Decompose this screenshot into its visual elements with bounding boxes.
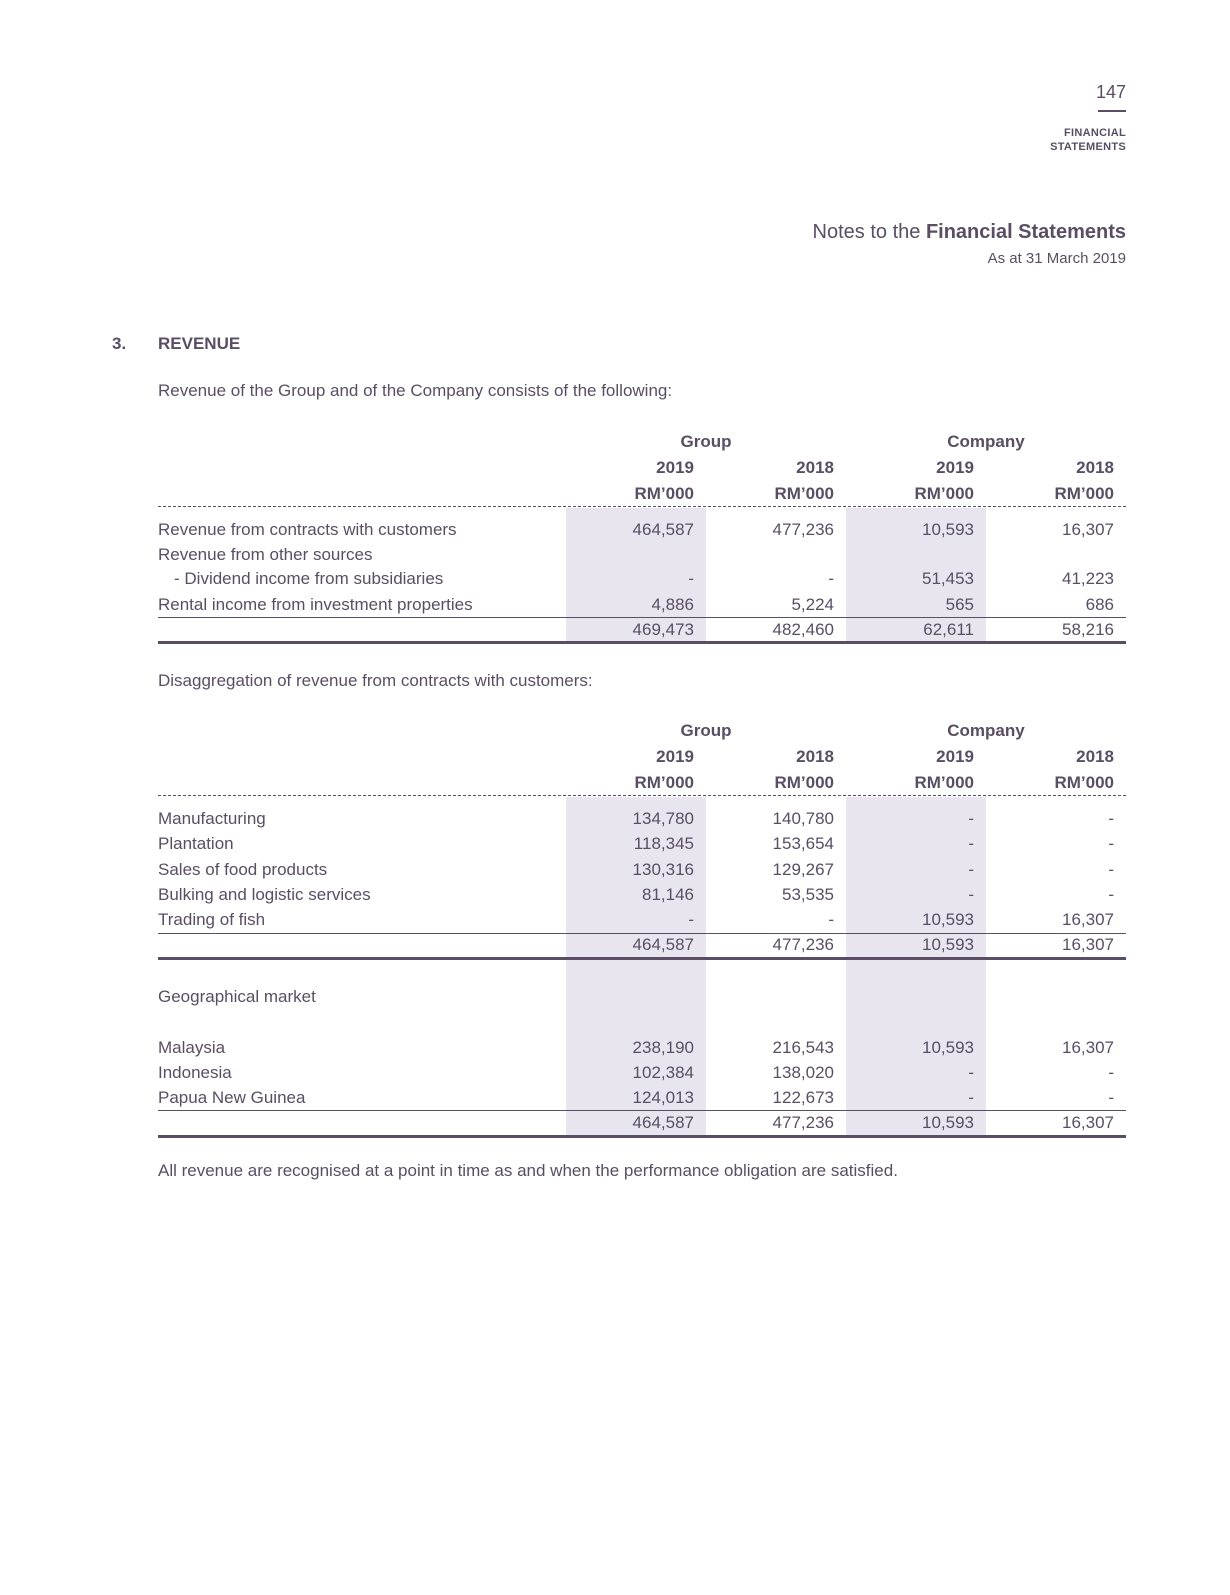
header-unit: RM’000 [634,773,694,792]
cell-group-2019: - [688,910,694,929]
page-number: 147 [1095,82,1126,102]
cell-group-2018: 53,535 [782,885,834,904]
page-number-rule [1098,110,1126,112]
total-company-2019: 10,593 [922,935,974,954]
header-divider [158,506,1126,507]
cell-group-2018: 138,020 [772,1063,834,1082]
page-title [813,221,1126,244]
total-company-2019: 62,611 [923,620,974,639]
cell-company-2019: 10,593 [922,1038,974,1057]
total-company-2019: 10,593 [922,1113,974,1132]
intro-paragraph: Revenue of the Group and of the Company consists of the following: [158,381,673,400]
row-label: Malaysia [158,1038,226,1057]
cell-group-2018: - [828,910,834,929]
row-label: Bulking and logistic services [158,885,371,904]
cell-group-2018: 129,267 [772,860,834,879]
cell-group-2019: 124,013 [632,1088,694,1107]
cell-company-2018: 16,307 [1062,910,1114,929]
cell-company-2019: - [968,1063,974,1082]
disaggregation-table [158,721,1126,1141]
header-year: 2018 [796,458,834,477]
header-unit: RM’000 [1054,484,1114,503]
cell-company-2019: - [968,834,974,853]
table-row [158,834,1126,859]
table-row [158,569,1126,594]
cell-group-2019: 134,780 [632,809,694,828]
geo-heading-row [158,987,1126,1012]
footer-paragraph: All revenue are recognised at a point in time as and when the performance obligation are satisfied. [158,1161,898,1180]
table-row [158,860,1126,885]
total-company-2018: 16,307 [1062,1113,1114,1132]
table-row [158,545,1126,570]
cell-company-2019: 10,593 [922,520,974,539]
cell-company-2018: - [1108,885,1114,904]
total-company-2018: 16,307 [1062,935,1114,954]
cell-group-2018: 140,780 [772,809,834,828]
header-year: 2019 [936,458,974,477]
total-group-2019: 464,587 [632,935,694,954]
header-unit: RM’000 [774,773,834,792]
page-title-prefix: Notes to the [812,221,926,243]
cell-company-2019: 51,453 [922,569,974,588]
header-unit: RM’000 [634,484,694,503]
header-company: Company [947,432,1025,451]
page-title-bold: Financial Statements [925,221,1126,243]
cell-group-2018: 153,654 [772,834,834,853]
total-group-2018: 482,460 [772,620,834,639]
cell-group-2019: 238,190 [632,1038,694,1057]
cell-group-2018: 122,673 [772,1088,834,1107]
geo-heading: Geographical market [158,987,316,1006]
cell-company-2018: - [1108,834,1114,853]
cell-company-2019: 10,593 [922,910,974,929]
header-unit: RM’000 [914,773,974,792]
header-year: 2018 [1076,747,1114,766]
cell-group-2018: 5,224 [791,595,834,614]
cell-company-2019: - [968,809,974,828]
cell-company-2018: 41,223 [1062,569,1114,588]
header-year: 2018 [796,747,834,766]
section-label [1050,126,1126,154]
total-group-2019: 464,587 [632,1113,694,1132]
total-group-2018: 477,236 [772,1113,834,1132]
cell-company-2018: 686 [1085,595,1114,614]
row-label: Revenue from contracts with customers [158,520,457,539]
cell-company-2019: - [968,1088,974,1107]
table-row [158,520,1126,545]
row-label: Plantation [158,834,234,853]
header-divider [158,795,1126,796]
total-rule [158,957,1126,960]
cell-group-2018: - [828,569,834,588]
disaggregation-paragraph: Disaggregation of revenue from contracts with customers: [158,671,593,690]
cell-group-2019: - [688,569,694,588]
subtotal-rule [158,933,1126,934]
table-row [158,1038,1126,1063]
cell-company-2019: - [968,885,974,904]
total-group-2018: 477,236 [772,935,834,954]
cell-company-2018: 16,307 [1062,1038,1114,1057]
row-label: Trading of fish [158,910,266,929]
header-company: Company [947,721,1025,740]
total-company-2018: 58,216 [1062,620,1114,639]
subtotal-rule [158,617,1126,618]
total-rule [158,641,1126,644]
cell-group-2019: 130,316 [632,860,694,879]
header-unit: RM’000 [774,484,834,503]
cell-company-2019: 565 [945,595,974,614]
header-year: 2018 [1076,458,1114,477]
table-row [158,1063,1126,1088]
row-label: - Dividend income from subsidiaries [174,569,444,588]
note-heading: REVENUE [158,334,241,353]
header-unit: RM’000 [914,484,974,503]
cell-company-2018: - [1108,1088,1114,1107]
cell-company-2019: - [968,860,974,879]
cell-company-2018: - [1108,1063,1114,1082]
total-group-2019: 469,473 [632,620,694,639]
cell-group-2019: 4,886 [651,595,694,614]
cell-group-2018: 477,236 [772,520,834,539]
cell-company-2018: - [1108,809,1114,828]
header-group: Group [680,721,732,740]
revenue-table [158,432,1126,647]
header-group: Group [680,432,732,451]
table-row [158,910,1126,935]
row-label: Rental income from investment properties [158,595,473,614]
cell-group-2019: 464,587 [632,520,694,539]
row-label: Papua New Guinea [158,1088,306,1107]
header-unit: RM’000 [1054,773,1114,792]
row-label: Sales of food products [158,860,328,879]
note-number: 3. [112,334,127,353]
section-label-line2: STATEMENTS [1050,141,1126,153]
cell-group-2019: 118,345 [633,834,694,853]
cell-group-2019: 81,146 [642,885,694,904]
header-year: 2019 [936,747,974,766]
header-year: 2019 [656,458,694,477]
table-row [158,809,1126,834]
header-year: 2019 [656,747,694,766]
cell-group-2018: 216,543 [772,1038,834,1057]
total-rule [158,1135,1126,1138]
cell-group-2019: 102,384 [632,1063,694,1082]
table-row [158,885,1126,910]
cell-company-2018: - [1108,860,1114,879]
section-label-line1: FINANCIAL [1064,127,1126,139]
row-label: Indonesia [158,1063,232,1082]
row-label: Manufacturing [158,809,266,828]
row-label: Revenue from other sources [158,545,373,564]
page-date: As at 31 March 2019 [987,250,1126,267]
cell-company-2018: 16,307 [1062,520,1114,539]
subtotal-rule [158,1110,1126,1111]
